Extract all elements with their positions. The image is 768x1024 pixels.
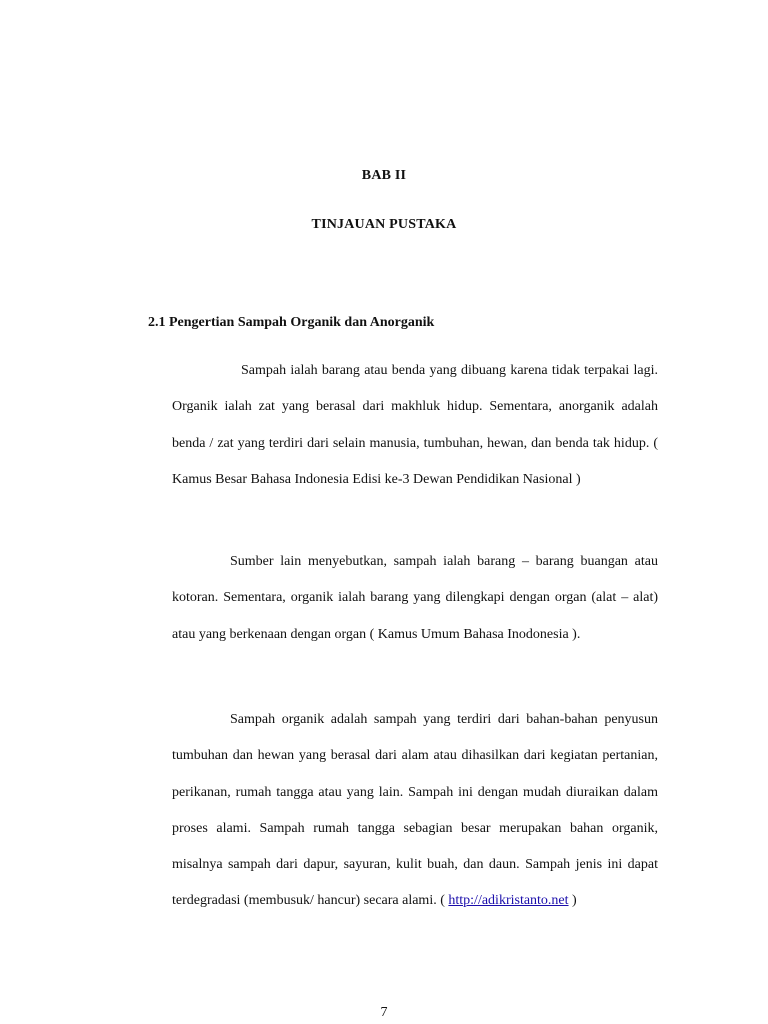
section-heading: 2.1 Pengertian Sampah Organik dan Anorganik	[148, 315, 435, 330]
page-number: 7	[380, 1005, 388, 1020]
chapter-number: BAB II	[361, 168, 407, 183]
paragraph-organic-waste	[172, 702, 658, 920]
source-link[interactable]: http://adikristanto.net	[448, 893, 569, 909]
chapter-title: TINJAUAN PUSTAKA	[311, 217, 457, 232]
paragraph-definition: Sampah ialah barang atau benda yang dibuang karena tidak terpakai lagi. Organik ialah zat yang berasal dari makhluk hidup. Sementara, anorganik adalah benda / zat yang terdiri dari selain manusia, tumbuhan, hewan, dan benda tak hidup. ( Kamus Besar Bahasa Indonesia Edisi ke-3 Dewan Pendidikan Nasional )	[172, 363, 658, 487]
paragraph-other-source: Sumber lain menyebutkan, sampah ialah barang – barang buangan atau kotoran. Sementara, organik ialah barang yang dilengkapi dengan organ (alat – alat) atau yang berkenaan dengan organ ( Kamus Umum Bahasa Inodonesia ).	[172, 554, 658, 642]
paragraph-organic-waste-text: Sampah organik adalah sampah yang terdiri dari bahan-bahan penyusun tumbuhan dan hewan yang berasal dari alam atau dihasilkan dari kegiatan pertanian, perikanan, rumah tangga atau yang lain. Sampah ini dengan mudah diuraikan dalam proses alami. Sampah rumah tangga sebagian besar merupakan bahan organik, misalnya sampah dari dapur, sayuran, kulit buah, dan daun. Sampah jenis ini dapat terdegradasi (membusuk/ hancur) secara alami. (	[172, 712, 658, 909]
paragraph-organic-waste-closing: )	[568, 893, 577, 909]
